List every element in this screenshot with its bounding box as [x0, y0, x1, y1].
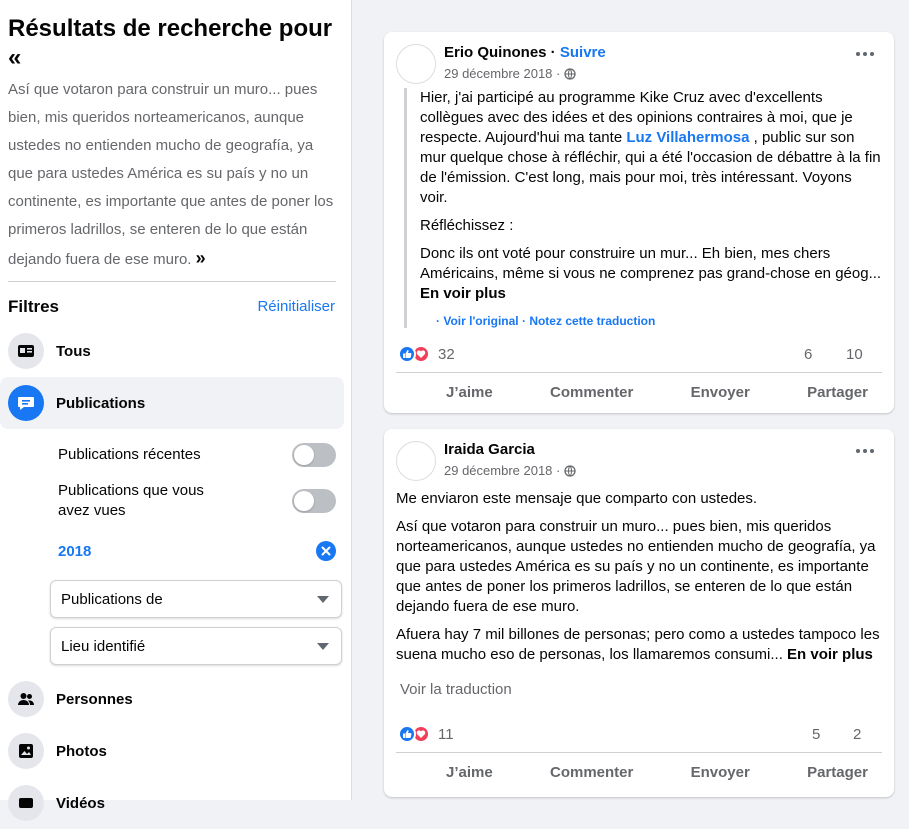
- post-date-text[interactable]: 29 décembre 2018 ·: [444, 66, 561, 81]
- filter-photos[interactable]: [0, 725, 344, 777]
- share-count[interactable]: 2: [853, 726, 862, 743]
- comment-button[interactable]: Commenter: [549, 764, 634, 781]
- clear-year-button[interactable]: [316, 541, 336, 561]
- people-icon: [8, 681, 44, 717]
- like-reaction-icon: [398, 345, 416, 363]
- filter-posts-label: Publications: [56, 394, 146, 412]
- translation-links: [420, 314, 882, 328]
- see-translation-link[interactable]: Voir la traduction: [400, 681, 512, 698]
- reactions-summary[interactable]: [398, 345, 455, 363]
- filters-sidebar: [0, 0, 352, 812]
- post-card: [384, 32, 894, 413]
- seen-posts-row: [58, 481, 336, 521]
- recent-posts-row: [58, 443, 336, 467]
- posts-from-label: Publications de: [61, 590, 163, 608]
- filter-people[interactable]: [0, 673, 344, 725]
- search-query-body: Así que votaron para construir un muro... pues bien, mis queridos norteamericanos, aunque ustedes no entienden mucho de geografía, ya que para ustedes América es su país y no un continente, es importante que antes de poner los primeros ladrillos, se enteren de lo que están dejando fuera de ese muro.: [8, 81, 334, 268]
- comment-button[interactable]: Commenter: [549, 384, 634, 401]
- reactions-summary[interactable]: [398, 725, 454, 743]
- recent-posts-toggle[interactable]: [292, 443, 336, 467]
- filter-posts[interactable]: [0, 377, 344, 429]
- follow-button[interactable]: Suivre: [559, 44, 606, 61]
- see-original-link[interactable]: · Voir l'original: [436, 314, 519, 328]
- post-date-text[interactable]: 29 décembre 2018 ·: [444, 463, 561, 478]
- year-filter-row: [58, 539, 336, 563]
- seen-posts-toggle[interactable]: [292, 489, 336, 513]
- recent-posts-label: Publications récentes: [58, 446, 201, 463]
- like-button[interactable]: J’aime: [446, 384, 493, 401]
- like-button[interactable]: J’aime: [446, 764, 493, 781]
- send-button[interactable]: Envoyer: [690, 764, 750, 781]
- filter-all[interactable]: [0, 325, 344, 377]
- post-text: Hier, j'ai participé au programme Kike Cruz avec d'excellents collègues avec des idées et des opinions contraires à moi, que je respecte. Aujourd'hui ma tante: [420, 89, 853, 146]
- filter-videos-label: Vidéos: [56, 794, 105, 812]
- filter-photos-label: Photos: [56, 742, 107, 760]
- search-query-close-quote: »: [195, 248, 206, 268]
- author-separator: ·: [546, 44, 560, 61]
- post-paragraph: Réfléchissez :: [420, 217, 514, 234]
- share-button[interactable]: Partager: [807, 384, 868, 401]
- globe-icon: [564, 465, 576, 477]
- chevron-down-icon: [317, 596, 329, 603]
- post-options-icon[interactable]: [856, 449, 874, 453]
- like-reaction-icon: [398, 725, 416, 743]
- post-author: [444, 44, 606, 61]
- post-paragraph: Me enviaron este mensaje que comparto con ustedes.: [396, 490, 758, 507]
- search-results-title: Résultats de recherche pour «: [8, 15, 333, 71]
- filter-people-label: Personnes: [56, 690, 133, 708]
- seen-posts-label: Publications que vous avez vues: [58, 482, 204, 519]
- post-paragraph: [396, 625, 882, 665]
- author-name[interactable]: Erio Quinones: [444, 44, 547, 61]
- post-author: [444, 441, 535, 458]
- post-body: [396, 489, 882, 698]
- post-actions-bar: [396, 372, 882, 412]
- news-feed-icon: [8, 333, 44, 369]
- chat-bubble-icon: [8, 385, 44, 421]
- comment-count[interactable]: 6: [804, 346, 813, 363]
- globe-icon: [564, 68, 576, 80]
- mention-link[interactable]: Luz Villahermosa: [626, 129, 750, 146]
- divider: [8, 281, 336, 282]
- share-count[interactable]: 10: [846, 346, 863, 363]
- posts-from-dropdown[interactable]: [50, 580, 342, 618]
- avatar[interactable]: [396, 441, 436, 481]
- author-name[interactable]: Iraida Garcia: [444, 441, 535, 458]
- close-icon: [321, 546, 331, 556]
- post-paragraph: Así que votaron para construir un muro... pues bien, mis queridos norteamericanos, aunque ustedes no entienden mucho de geografía, ya que para ustedes América es su país y no un continente, es importante que antes de poner los primeros ladrillos, se enteren de lo que están dejando fuera de ese muro.: [396, 518, 876, 615]
- tagged-location-dropdown[interactable]: [50, 627, 342, 665]
- photo-icon: [8, 733, 44, 769]
- filter-videos[interactable]: [0, 777, 344, 829]
- post-paragraph: [420, 88, 882, 208]
- chevron-down-icon: [317, 643, 329, 650]
- share-button[interactable]: Partager: [807, 764, 868, 781]
- post-card: [384, 429, 894, 797]
- filters-heading: Filtres: [8, 297, 60, 316]
- post-text: Afuera hay 7 mil billones de personas; pero como a ustedes tampoco les suena mucho eso de personas, los llamaremos consumi...: [396, 626, 880, 663]
- filter-all-label: Tous: [56, 342, 91, 360]
- reaction-count: 11: [438, 725, 454, 743]
- reaction-count: 32: [438, 345, 455, 363]
- translated-text-block: [404, 88, 882, 328]
- post-text: , public sur son mur quelque chose à réfléchir, qui a été l'occasion de débattre à la fin de l'émission. C'est long, mais pour moi, très intéressant. Voyons voir.: [420, 129, 881, 206]
- comment-count[interactable]: 5: [812, 726, 821, 743]
- post-paragraph: [420, 244, 882, 304]
- rate-translation-link[interactable]: · Notez cette traduction: [521, 314, 656, 328]
- tagged-location-label: Lieu identifié: [61, 637, 146, 655]
- year-filter-value[interactable]: 2018: [58, 542, 92, 560]
- post-actions-bar: [396, 752, 882, 792]
- video-icon: [8, 785, 44, 821]
- post-text: Donc ils ont voté pour construire un mur... Eh bien, mes chers Américains, même si vous ne comprenez pas grand-chose en géog...: [420, 245, 882, 282]
- see-more-link[interactable]: En voir plus: [420, 285, 506, 302]
- post-options-icon[interactable]: [856, 52, 874, 56]
- search-query-text: [8, 76, 338, 274]
- post-timestamp: [444, 66, 576, 81]
- send-button[interactable]: Envoyer: [690, 384, 750, 401]
- post-timestamp: [444, 463, 576, 478]
- avatar[interactable]: [396, 44, 436, 84]
- see-more-link[interactable]: En voir plus: [787, 646, 873, 663]
- reset-filters-link[interactable]: Réinitialiser: [257, 298, 335, 315]
